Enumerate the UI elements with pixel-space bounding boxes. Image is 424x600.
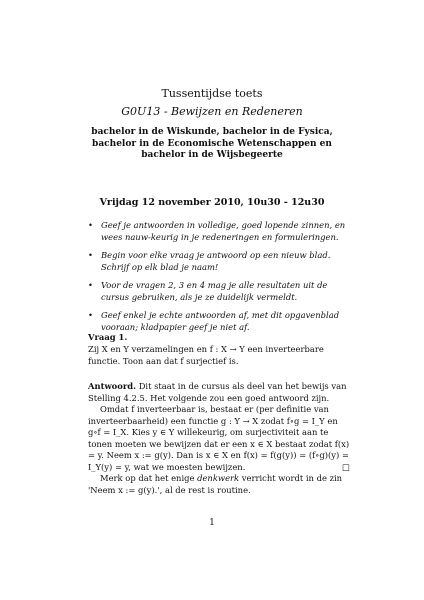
remark-post: verricht wordt in de zin 'Neem x := g(y).', al de rest is routine. xyxy=(88,473,343,495)
answer-label: Antwoord. xyxy=(88,381,137,391)
program-line: bachelor in de Economische Wetenschappen en xyxy=(92,138,332,149)
programs-block xyxy=(0,127,424,162)
bullet-icon: • xyxy=(88,280,93,290)
instruction-item xyxy=(88,250,350,273)
remark-pre: Merk op dat het enige xyxy=(100,473,198,483)
instruction-text: Geef enkel je echte antwoorden af, met dit opgavenblad vooraan; kladpapier geef je niet af. xyxy=(101,310,340,332)
qed-icon: □ xyxy=(342,461,350,472)
question-text: Zij X en Y verzamelingen en f : X → Y een inverteerbare functie. Toon aan dat f surjectief is. xyxy=(88,344,324,366)
answer-block xyxy=(88,381,350,496)
exam-title: Tussentijdse toets xyxy=(161,87,263,100)
instruction-item xyxy=(88,220,350,243)
answer-intro-text: Dit staat in de cursus als deel van het bewijs van Stelling 4.2.5. Het volgende zou een goed antwoord zijn. xyxy=(88,381,347,403)
instruction-text: Begin voor elke vraag je antwoord op een nieuw blad. Schrijf op elk blad je naam! xyxy=(101,250,331,272)
bullet-icon: • xyxy=(88,310,93,320)
bullet-icon: • xyxy=(88,250,93,260)
program-line: bachelor in de Wijsbegeerte xyxy=(141,150,283,160)
exam-date: Vrijdag 12 november 2010, 10u30 - 12u30 xyxy=(99,197,325,208)
bullet-icon: • xyxy=(88,220,93,230)
program-line: bachelor in de Wiskunde, bachelor in de Fysica, xyxy=(91,127,333,137)
remark-emphasis: denkwerk xyxy=(197,473,240,483)
instructions-list xyxy=(88,213,350,333)
answer-intro xyxy=(88,381,350,404)
page-number: 1 xyxy=(209,518,215,528)
instruction-item xyxy=(88,280,350,303)
answer-proof-text: Omdat f inverteerbaar is, bestaat er (per definitie van inverteerbaarheid) een functie g : Y → X zodat f∘g = I_Y en g∘f = I_X. Kies y ∈ Y willekeurig, om surjectiviteit aan te tonen moeten we bewijzen dat er een x ∈ X bestaat zodat f(x) = y. Neem x := g(y). Dan is x ∈ X en f(x) = f(g(y)) = (f∘g)(y) = I_Y(y) = y, wat we moesten bewijzen. xyxy=(88,404,350,472)
answer-proof xyxy=(88,404,350,473)
question-heading: Vraag 1. xyxy=(88,332,128,342)
instruction-item xyxy=(88,310,350,333)
course-title: G0U13 - Bewijzen en Redeneren xyxy=(121,105,303,118)
instruction-text: Voor de vragen 2, 3 en 4 mag je alle resultaten uit de cursus gebruiken, als je ze duidelijk vermeldt. xyxy=(101,280,328,302)
instruction-text: Geef je antwoorden in volledige, goed lopende zinnen, en wees nauw-keurig in je redeneringen en formuleringen. xyxy=(101,220,346,242)
answer-remark xyxy=(88,473,350,496)
